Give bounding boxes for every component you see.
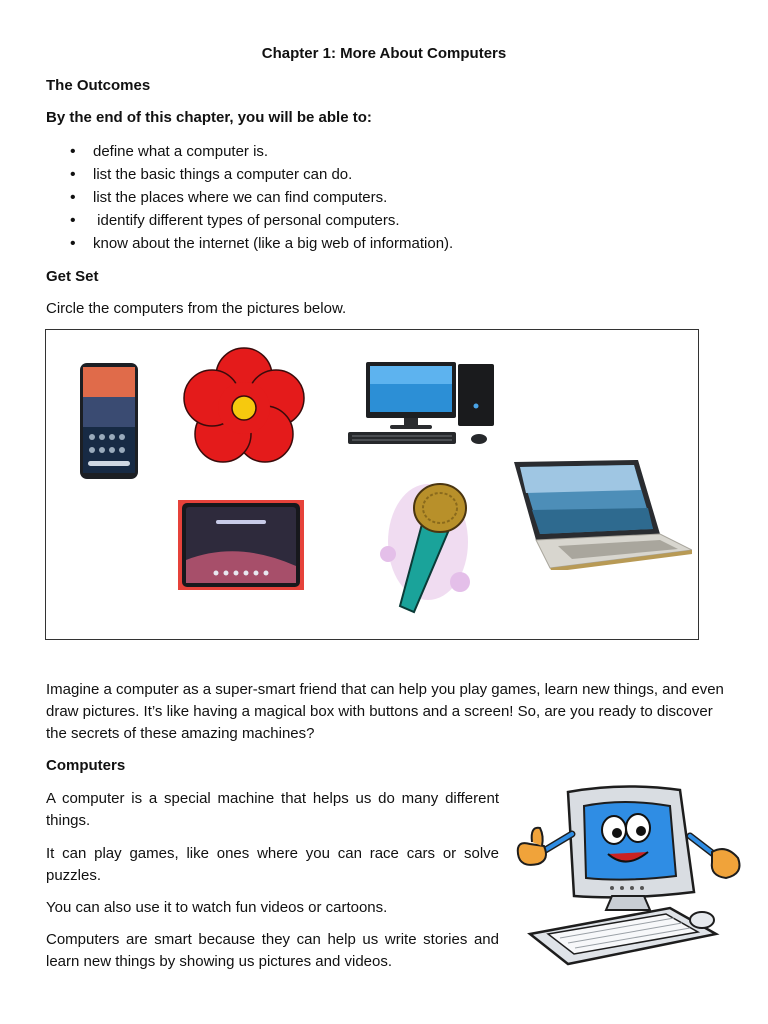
getset-instruction: Circle the computers from the pictures below. [46,300,347,317]
outcomes-heading: The Outcomes [46,77,151,94]
microphone-icon [376,478,480,618]
outcomes-list [46,140,686,255]
list-item: • know about the internet (like a big web of information). [46,232,686,255]
list-item: • list the places where we can find computers. [46,186,686,209]
computers-paragraph-4: Computers are smart because they can help us write stories and learn new things by showing us pictures and videos. [46,931,499,970]
picture-box [45,329,699,640]
smartphone-icon [79,362,139,480]
computers-paragraph-3: You can also use it to watch fun videos or cartoons. [46,899,388,916]
cartoon-computer-icon [512,784,744,968]
tablet-icon [178,500,304,590]
getset-heading: Get Set [46,268,99,285]
computers-paragraph-1: A computer is a special machine that helps us do many different things. [46,790,499,829]
intro-paragraph: Imagine a computer as a super-smart friend that can help you play games, learn new things, and even draw pictures. It’s like having a magical box with buttons and a screen! So, are you ready to discover the secrets of these amazing machines? [46,681,724,742]
computers-heading: Computers [46,757,126,774]
flower-icon [179,346,309,464]
list-item: • list the basic things a computer can do. [46,163,686,186]
outcomes-intro: By the end of this chapter, you will be able to: [46,109,372,126]
desktop-computer-icon [346,360,502,448]
laptop-icon [510,458,692,570]
chapter-title: Chapter 1: More About Computers [261,45,507,62]
list-item: • identify different types of personal computers. [46,209,686,232]
list-item: • define what a computer is. [46,140,686,163]
computers-paragraph-2: It can play games, like ones where you can race cars or solve puzzles. [46,845,499,884]
